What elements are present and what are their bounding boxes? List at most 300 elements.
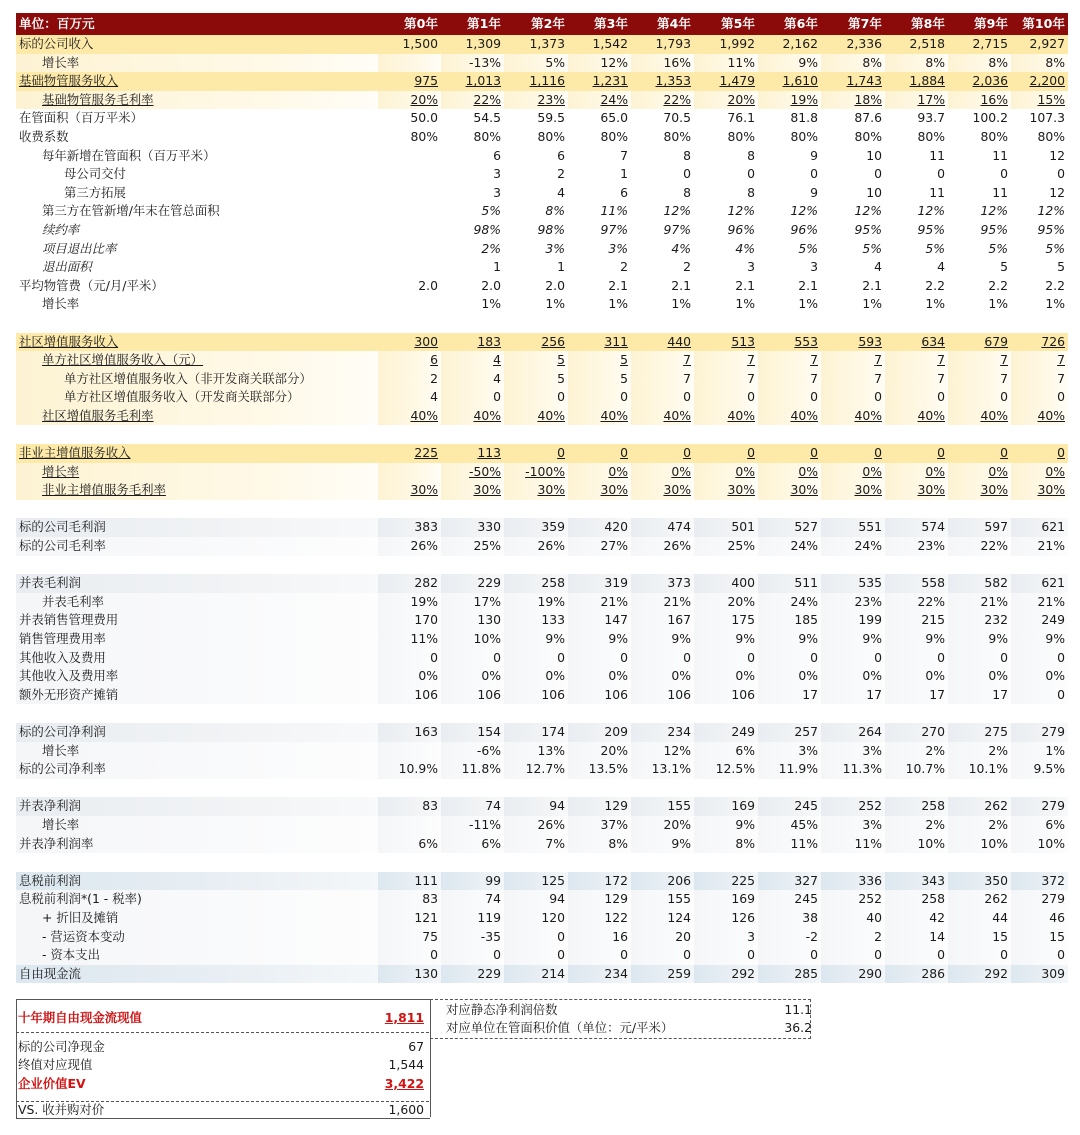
cell-value-text: 7 xyxy=(620,147,628,163)
net-cash-value: 67 xyxy=(408,1039,424,1054)
table-row xyxy=(16,221,1068,240)
cell-value xyxy=(1011,35,1068,54)
cell-value xyxy=(441,91,504,110)
row-label-text: 标的公司净利润 xyxy=(19,723,106,739)
cell-value xyxy=(631,909,694,928)
cell-value-text: 5 xyxy=(620,370,628,386)
cell-value xyxy=(821,91,885,110)
cell-value xyxy=(504,35,568,54)
cell-value xyxy=(504,481,568,500)
cell-value xyxy=(821,760,885,779)
cell-value xyxy=(1011,109,1068,128)
cell-value xyxy=(631,481,694,500)
cell-value xyxy=(694,333,758,352)
cell-value xyxy=(378,611,441,630)
cell-value-text: 311 xyxy=(604,333,628,349)
cell-value xyxy=(378,965,441,984)
cell-value xyxy=(631,221,694,240)
cell-value xyxy=(504,314,568,333)
cell-value xyxy=(504,742,568,761)
cell-value xyxy=(758,537,821,556)
cell-value xyxy=(378,277,441,296)
cell-value xyxy=(694,518,758,537)
cell-value xyxy=(504,333,568,352)
cell-value-text: 0 xyxy=(747,389,755,405)
row-label xyxy=(16,593,378,612)
cell-value-text: 12 xyxy=(1049,147,1065,163)
table-row xyxy=(16,723,1068,742)
cell-value-text: 20% xyxy=(663,816,691,832)
cell-value-text: 0% xyxy=(1045,463,1065,479)
cell-value xyxy=(885,147,948,166)
cell-value xyxy=(758,147,821,166)
cell-value xyxy=(568,686,631,705)
cell-value-text: 50.0 xyxy=(410,110,438,126)
cell-value xyxy=(568,333,631,352)
cell-value xyxy=(821,370,885,389)
cell-value xyxy=(568,221,631,240)
cell-value-text: 14 xyxy=(929,928,945,944)
row-label-text: 标的公司毛利率 xyxy=(19,538,106,554)
cell-value xyxy=(1011,779,1068,798)
cell-value-text: 80% xyxy=(663,128,691,144)
table-row xyxy=(16,593,1068,612)
cell-value-text: 75 xyxy=(422,928,438,944)
cell-value xyxy=(378,184,441,203)
cell-value xyxy=(694,351,758,370)
row-label xyxy=(16,463,378,482)
cell-value xyxy=(378,946,441,965)
cell-value xyxy=(948,686,1011,705)
table-row xyxy=(16,333,1068,352)
cell-value xyxy=(694,630,758,649)
cell-value xyxy=(378,704,441,723)
cell-value xyxy=(948,165,1011,184)
cell-value xyxy=(631,500,694,519)
cell-value xyxy=(1011,909,1068,928)
cell-value xyxy=(694,556,758,575)
cell-value xyxy=(758,704,821,723)
cell-value xyxy=(568,147,631,166)
cell-value xyxy=(821,444,885,463)
cell-value-text: 106 xyxy=(414,686,438,702)
cell-value-text: 5 xyxy=(557,370,565,386)
cell-value-text: 4 xyxy=(557,184,565,200)
cell-value xyxy=(1011,481,1068,500)
cell-value-text: 0 xyxy=(874,649,882,665)
cell-value xyxy=(504,500,568,519)
cell-value xyxy=(504,221,568,240)
cell-value-text: 258 xyxy=(921,798,945,814)
cell-value-text: 245 xyxy=(794,798,818,814)
cell-value xyxy=(631,295,694,314)
cell-value-text: 0 xyxy=(1057,166,1065,182)
cell-value xyxy=(504,835,568,854)
cell-value-text: 95% xyxy=(980,221,1008,237)
cell-value-text: 229 xyxy=(477,575,501,591)
cell-value-text: 0% xyxy=(671,463,691,479)
cell-value-text: 0 xyxy=(557,445,565,461)
cell-value-text: 1,231 xyxy=(592,73,628,89)
cell-value xyxy=(694,35,758,54)
cell-value xyxy=(694,537,758,556)
cell-value xyxy=(1011,72,1068,91)
cell-value xyxy=(631,593,694,612)
cell-value-text: 264 xyxy=(858,723,882,739)
cell-value-text: 0 xyxy=(810,445,818,461)
cell-value-text: 2.0 xyxy=(545,277,565,293)
cell-value xyxy=(378,481,441,500)
cell-value xyxy=(441,946,504,965)
cell-value xyxy=(504,797,568,816)
cell-value xyxy=(378,407,441,426)
spacer-row xyxy=(16,425,1068,444)
cell-value-text: 3 xyxy=(493,184,501,200)
cell-value xyxy=(504,202,568,221)
cell-value-text: 0 xyxy=(1000,445,1008,461)
cell-value xyxy=(694,593,758,612)
cell-value-text: 527 xyxy=(794,519,818,535)
cell-value xyxy=(821,909,885,928)
cell-value xyxy=(948,202,1011,221)
cell-value xyxy=(631,184,694,203)
cell-value-text: 30% xyxy=(790,482,818,498)
cell-value xyxy=(378,333,441,352)
cell-value xyxy=(441,667,504,686)
cell-value xyxy=(821,853,885,872)
cell-value xyxy=(821,611,885,630)
cell-value xyxy=(631,35,694,54)
spacer-row xyxy=(16,556,1068,575)
cell-value-text: 0 xyxy=(810,649,818,665)
cell-value-text: 20% xyxy=(727,91,755,107)
cell-value-text: -13% xyxy=(468,54,501,70)
cell-value xyxy=(948,258,1011,277)
cell-value-text: 4 xyxy=(937,259,945,275)
cell-value xyxy=(821,35,885,54)
cell-value xyxy=(758,723,821,742)
cell-value-text: 106 xyxy=(541,686,565,702)
cell-value xyxy=(821,72,885,91)
row-label-text: + 折旧及摊销 xyxy=(42,909,119,925)
cell-value-text: 0 xyxy=(557,389,565,405)
cell-value xyxy=(948,816,1011,835)
cell-value xyxy=(1011,853,1068,872)
cell-value xyxy=(821,314,885,333)
cell-value-text: 319 xyxy=(604,575,628,591)
cell-value-text: 12.5% xyxy=(715,761,755,777)
model-body xyxy=(16,35,1068,983)
cell-value-text: 26% xyxy=(663,538,691,554)
cell-value xyxy=(631,537,694,556)
cell-value xyxy=(694,872,758,891)
cell-value xyxy=(568,370,631,389)
cell-value xyxy=(821,388,885,407)
cell-value-text: 21% xyxy=(1037,593,1065,609)
cell-value xyxy=(758,91,821,110)
cell-value-text: 9% xyxy=(1045,631,1065,646)
row-label xyxy=(16,742,378,761)
cell-value xyxy=(378,816,441,835)
cell-value-text: 30% xyxy=(473,482,501,498)
cell-value-text: 94 xyxy=(549,891,565,907)
cell-value xyxy=(441,72,504,91)
cell-value-text: 11% xyxy=(600,203,628,219)
cell-value-text: 113 xyxy=(477,445,501,461)
cell-value-text: 0 xyxy=(557,947,565,963)
cell-value-text: 0 xyxy=(810,389,818,405)
row-label xyxy=(16,853,378,872)
cell-value xyxy=(1011,184,1068,203)
cell-value xyxy=(441,481,504,500)
cell-value xyxy=(885,314,948,333)
cell-value xyxy=(441,537,504,556)
cell-value xyxy=(948,240,1011,259)
cell-value-text: 9% xyxy=(545,631,565,646)
cell-value xyxy=(821,928,885,947)
cell-value-text: 1,542 xyxy=(592,36,628,51)
terminal-pv-value: 1,544 xyxy=(388,1057,424,1072)
cell-value xyxy=(568,704,631,723)
cell-value xyxy=(885,704,948,723)
cell-value xyxy=(885,91,948,110)
cell-value-text: 8% xyxy=(545,203,565,219)
cell-value xyxy=(441,128,504,147)
cell-value xyxy=(758,72,821,91)
cell-value xyxy=(441,221,504,240)
cell-value xyxy=(694,779,758,798)
row-label-text: 并表净利润 xyxy=(19,798,81,814)
cell-value-text: 2.1 xyxy=(862,277,882,293)
cell-value xyxy=(885,184,948,203)
cell-value xyxy=(821,835,885,854)
cell-value-text: 513 xyxy=(731,333,755,349)
terminal-pv-row xyxy=(18,1056,424,1074)
cell-value-text: 7 xyxy=(1057,370,1065,386)
cell-value-text: 0 xyxy=(493,947,501,963)
cell-value-text: 80% xyxy=(854,128,882,144)
cell-value-text: 0 xyxy=(683,649,691,665)
cell-value-text: 252 xyxy=(858,798,882,814)
cell-value xyxy=(758,165,821,184)
cell-value-text: 0 xyxy=(620,649,628,665)
cell-value-text: 130 xyxy=(477,612,501,628)
cell-value xyxy=(568,779,631,798)
cell-value-text: 292 xyxy=(731,965,755,981)
cell-value xyxy=(441,500,504,519)
cell-value xyxy=(378,779,441,798)
cell-value xyxy=(378,742,441,761)
cell-value xyxy=(948,481,1011,500)
cell-value-text: 400 xyxy=(731,575,755,591)
cell-value xyxy=(441,425,504,444)
cell-value-text: 154 xyxy=(477,723,501,739)
ev-value: 3,422 xyxy=(384,1076,424,1091)
consideration-label: VS. 收并购对价 xyxy=(18,1102,105,1117)
cell-value xyxy=(1011,91,1068,110)
cell-value xyxy=(441,240,504,259)
cell-value-text: 6% xyxy=(481,835,501,851)
cell-value xyxy=(504,593,568,612)
cell-value xyxy=(948,35,1011,54)
cell-value-text: 621 xyxy=(1041,575,1065,591)
cell-value xyxy=(504,425,568,444)
table-row xyxy=(16,388,1068,407)
pv-fcf-value: 1,811 xyxy=(384,1010,424,1025)
cell-value-text: 0 xyxy=(874,166,882,182)
cell-value xyxy=(758,965,821,984)
cell-value xyxy=(821,258,885,277)
cell-value-text: 45% xyxy=(790,816,818,832)
row-label-text: 社区增值服务毛利率 xyxy=(42,407,154,423)
cell-value-text: 17 xyxy=(992,686,1008,702)
cell-value-text: 0% xyxy=(798,668,818,684)
cell-value-text: 0 xyxy=(683,947,691,963)
cell-value-text: 30% xyxy=(917,482,945,498)
cell-value xyxy=(885,258,948,277)
cell-value xyxy=(1011,518,1068,537)
cell-value-text: 7 xyxy=(937,352,945,368)
row-label xyxy=(16,202,378,221)
cell-value xyxy=(568,909,631,928)
table-row xyxy=(16,667,1068,686)
cell-value xyxy=(885,835,948,854)
row-label xyxy=(16,165,378,184)
cell-value-text: 80% xyxy=(600,128,628,144)
cell-value xyxy=(1011,425,1068,444)
cell-value xyxy=(631,425,694,444)
cell-value-text: 551 xyxy=(858,519,882,535)
cell-value xyxy=(631,946,694,965)
cell-value xyxy=(504,91,568,110)
cell-value xyxy=(504,816,568,835)
cell-value-text: 2 xyxy=(430,370,438,386)
table-row xyxy=(16,54,1068,73)
cell-value xyxy=(821,221,885,240)
cell-value xyxy=(948,872,1011,891)
cell-value xyxy=(631,463,694,482)
cell-value-text: 8 xyxy=(683,147,691,163)
cell-value-text: 2% xyxy=(925,816,945,832)
cell-value xyxy=(948,779,1011,798)
cell-value-text: 24% xyxy=(790,538,818,554)
row-label-text: 第三方拓展 xyxy=(64,184,126,200)
cell-value xyxy=(821,704,885,723)
cell-value xyxy=(1011,928,1068,947)
row-label-text: 单方社区增值服务收入（非开发商关联部分） xyxy=(64,370,312,386)
cell-value-text: 9% xyxy=(735,816,755,832)
cell-value xyxy=(378,314,441,333)
cell-value xyxy=(378,593,441,612)
row-label xyxy=(16,54,378,73)
cell-value xyxy=(821,128,885,147)
cell-value-text: 593 xyxy=(858,333,882,349)
cell-value-text: 9% xyxy=(798,54,818,70)
consideration-row xyxy=(18,1101,424,1119)
cell-value xyxy=(1011,835,1068,854)
cell-value xyxy=(441,295,504,314)
row-label xyxy=(16,184,378,203)
cell-value xyxy=(758,797,821,816)
cell-value xyxy=(378,667,441,686)
cell-value xyxy=(885,481,948,500)
cell-value-text: 46 xyxy=(1049,909,1065,925)
pe-multiple-row xyxy=(446,1001,812,1019)
row-label xyxy=(16,946,378,965)
cell-value-text: 8 xyxy=(683,184,691,200)
cell-value-text: 0 xyxy=(937,649,945,665)
cell-value xyxy=(378,686,441,705)
cell-value-text: 0 xyxy=(747,445,755,461)
cell-value xyxy=(948,54,1011,73)
row-label-text: 母公司交付 xyxy=(64,166,126,182)
cell-value xyxy=(1011,314,1068,333)
cell-value-text: 24% xyxy=(790,593,818,609)
cell-value-text: 129 xyxy=(604,798,628,814)
cell-value-text: 0% xyxy=(862,668,882,684)
cell-value xyxy=(885,518,948,537)
cell-value xyxy=(821,463,885,482)
cell-value xyxy=(568,593,631,612)
cell-value xyxy=(1011,147,1068,166)
cell-value-text: 373 xyxy=(667,575,691,591)
cell-value-text: 2.2 xyxy=(988,277,1008,293)
cell-value xyxy=(568,946,631,965)
cell-value xyxy=(504,128,568,147)
cell-value xyxy=(631,333,694,352)
row-label xyxy=(16,686,378,705)
cell-value-text: 13.1% xyxy=(651,761,691,777)
cell-value xyxy=(631,686,694,705)
cell-value xyxy=(758,760,821,779)
cell-value xyxy=(885,965,948,984)
row-label xyxy=(16,370,378,389)
cell-value xyxy=(441,797,504,816)
row-label xyxy=(16,72,378,91)
cell-value-text: 30% xyxy=(600,482,628,498)
cell-value-text: 0% xyxy=(735,668,755,684)
row-label xyxy=(16,109,378,128)
cell-value xyxy=(504,630,568,649)
cell-value xyxy=(631,797,694,816)
cell-value-text: 553 xyxy=(794,333,818,349)
cell-value-text: 163 xyxy=(414,723,438,739)
cell-value-text: 99 xyxy=(485,872,501,888)
cell-value-text: 9.5% xyxy=(1033,761,1065,777)
cell-value-text: 1% xyxy=(925,296,945,312)
cell-value-text: 0% xyxy=(735,463,755,479)
row-label xyxy=(16,537,378,556)
cell-value xyxy=(568,481,631,500)
row-label xyxy=(16,890,378,909)
cell-value xyxy=(694,816,758,835)
cell-value-text: 1% xyxy=(1045,742,1065,758)
cell-value-text: 76.1 xyxy=(727,110,755,126)
cell-value-text: 2% xyxy=(925,742,945,758)
cell-value xyxy=(821,779,885,798)
row-label xyxy=(16,518,378,537)
cell-value xyxy=(758,388,821,407)
cell-value xyxy=(885,54,948,73)
cell-value xyxy=(758,909,821,928)
cell-value xyxy=(504,165,568,184)
cell-value-text: 9 xyxy=(810,184,818,200)
cell-value-text: 2.2 xyxy=(1045,277,1065,293)
cell-value-text: 25% xyxy=(473,538,501,554)
cell-value xyxy=(568,500,631,519)
cell-value-text: 0 xyxy=(620,445,628,461)
cell-value-text: 245 xyxy=(794,891,818,907)
